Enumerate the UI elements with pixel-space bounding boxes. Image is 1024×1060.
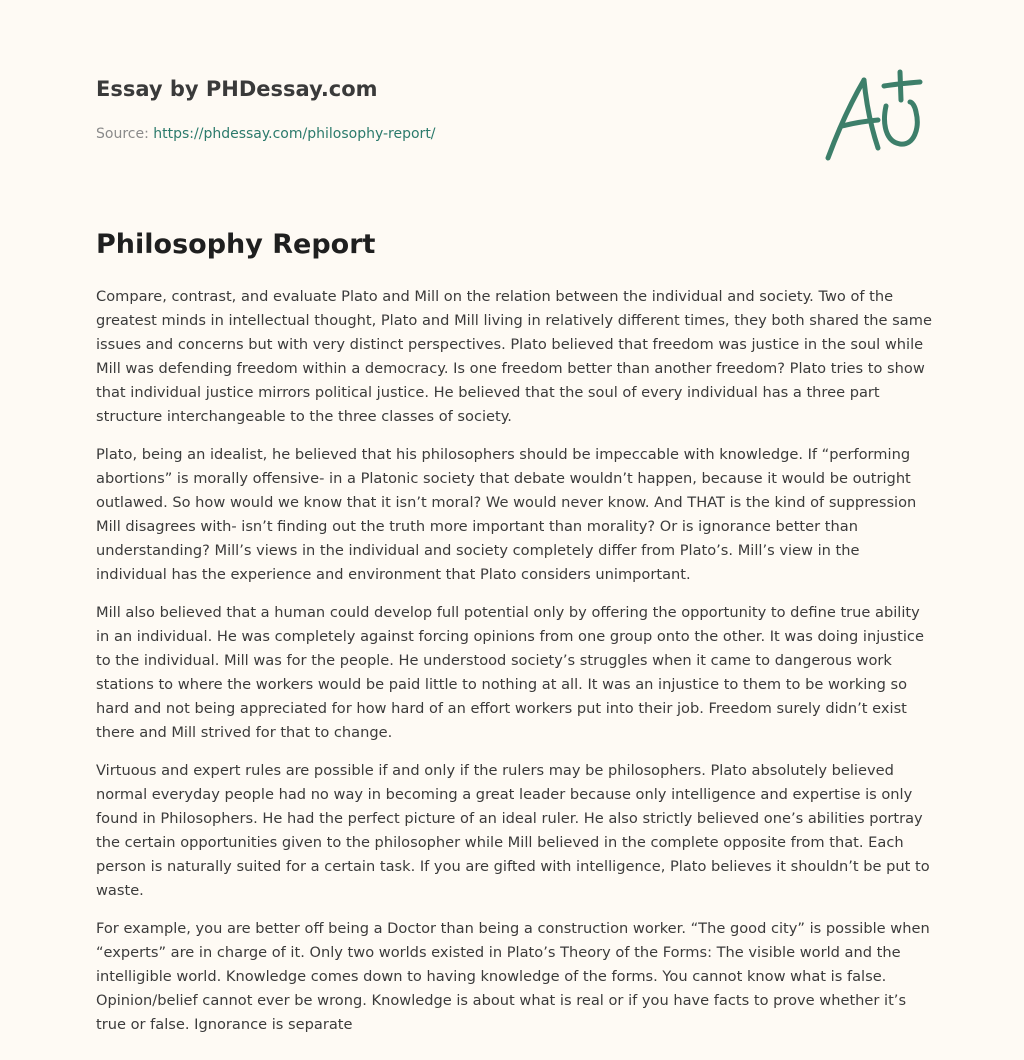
paragraph: Mill also believed that a human could develop full potential only by offering the opportunity to define true ability in an individual. He was completely against forcing opinions from one group onto the other. It was doing injustice to the individual. Mill was for the people. He understood society’s struggles when it came to dangerous work stations to where the workers would be paid little to nothing at all. It was an injustice to them to be working so hard and not being appreciated for how hard of an effort workers put into their job. Freedom surely didn’t exist there and Mill strived for that to change. xyxy=(96,604,924,741)
site-title: Essay by PHDessay.com xyxy=(96,77,378,101)
paragraph: Compare, contrast, and evaluate Plato and Mill on the relation between the individual and society. Two of the greatest minds in intellectual thought, Plato and Mill living in relatively different times, they both shared the same issues and concerns but with very distinct perspectives. Plato believed that freedom was justice in the soul while Mill was defending freedom within a democracy. Is one freedom better than another freedom? Plato tries to show that individual justice mirrors political justice. He believed that the soul of every individual has a three part structure interchangeable to the three classes of society. xyxy=(96,288,932,425)
source-line xyxy=(96,124,796,144)
paragraph: Plato, being an idealist, he believed that his philosophers should be impeccable with knowledge. If “performing abortions” is morally offensive- in a Platonic society that debate wouldn’t happen, because it would be outright outlawed. So how would we know that it isn’t moral? We would never know. And THAT is the kind of suppression Mill disagrees with- isn’t finding out the truth more important than morality? Or is ignorance better than understanding? Mill’s views in the individual and society completely differ from Plato’s. Mill’s view in the individual has the experience and environment that Plato considers unimportant. xyxy=(96,446,917,583)
a-plus-logo-icon xyxy=(820,66,930,166)
paragraph: Virtuous and expert rules are possible if and only if the rulers may be philosophers. Plato absolutely believed normal everyday people had no way in becoming a great leader because only intelligence and expertise is only found in Philosophers. He had the perfect picture of an ideal ruler. He also strictly believed one’s abilities portray the certain opportunities given to the philosopher while Mill believed in the complete opposite from that. Each person is naturally suited for a certain task. If you are gifted with intelligence, Plato believes it shouldn’t be put to waste. xyxy=(96,762,930,899)
page-header xyxy=(96,74,796,144)
source-link[interactable]: https://phdessay.com/philosophy-report/ xyxy=(153,126,436,142)
article-body xyxy=(96,285,932,1051)
source-label: Source: xyxy=(96,126,149,142)
paragraph: For example, you are better off being a Doctor than being a construction worker. “The good city” is possible when “experts” are in charge of it. Only two worlds existed in Plato’s Theory of the Forms: The visible world and the intelligible world. Knowledge comes down to having knowledge of the forms. You cannot know what is false. Opinion/belief cannot ever be wrong. Knowledge is about what is real or if you have facts to prove whether it’s true or false. Ignorance is separate xyxy=(96,920,930,1033)
page-title: Philosophy Report xyxy=(96,229,376,260)
